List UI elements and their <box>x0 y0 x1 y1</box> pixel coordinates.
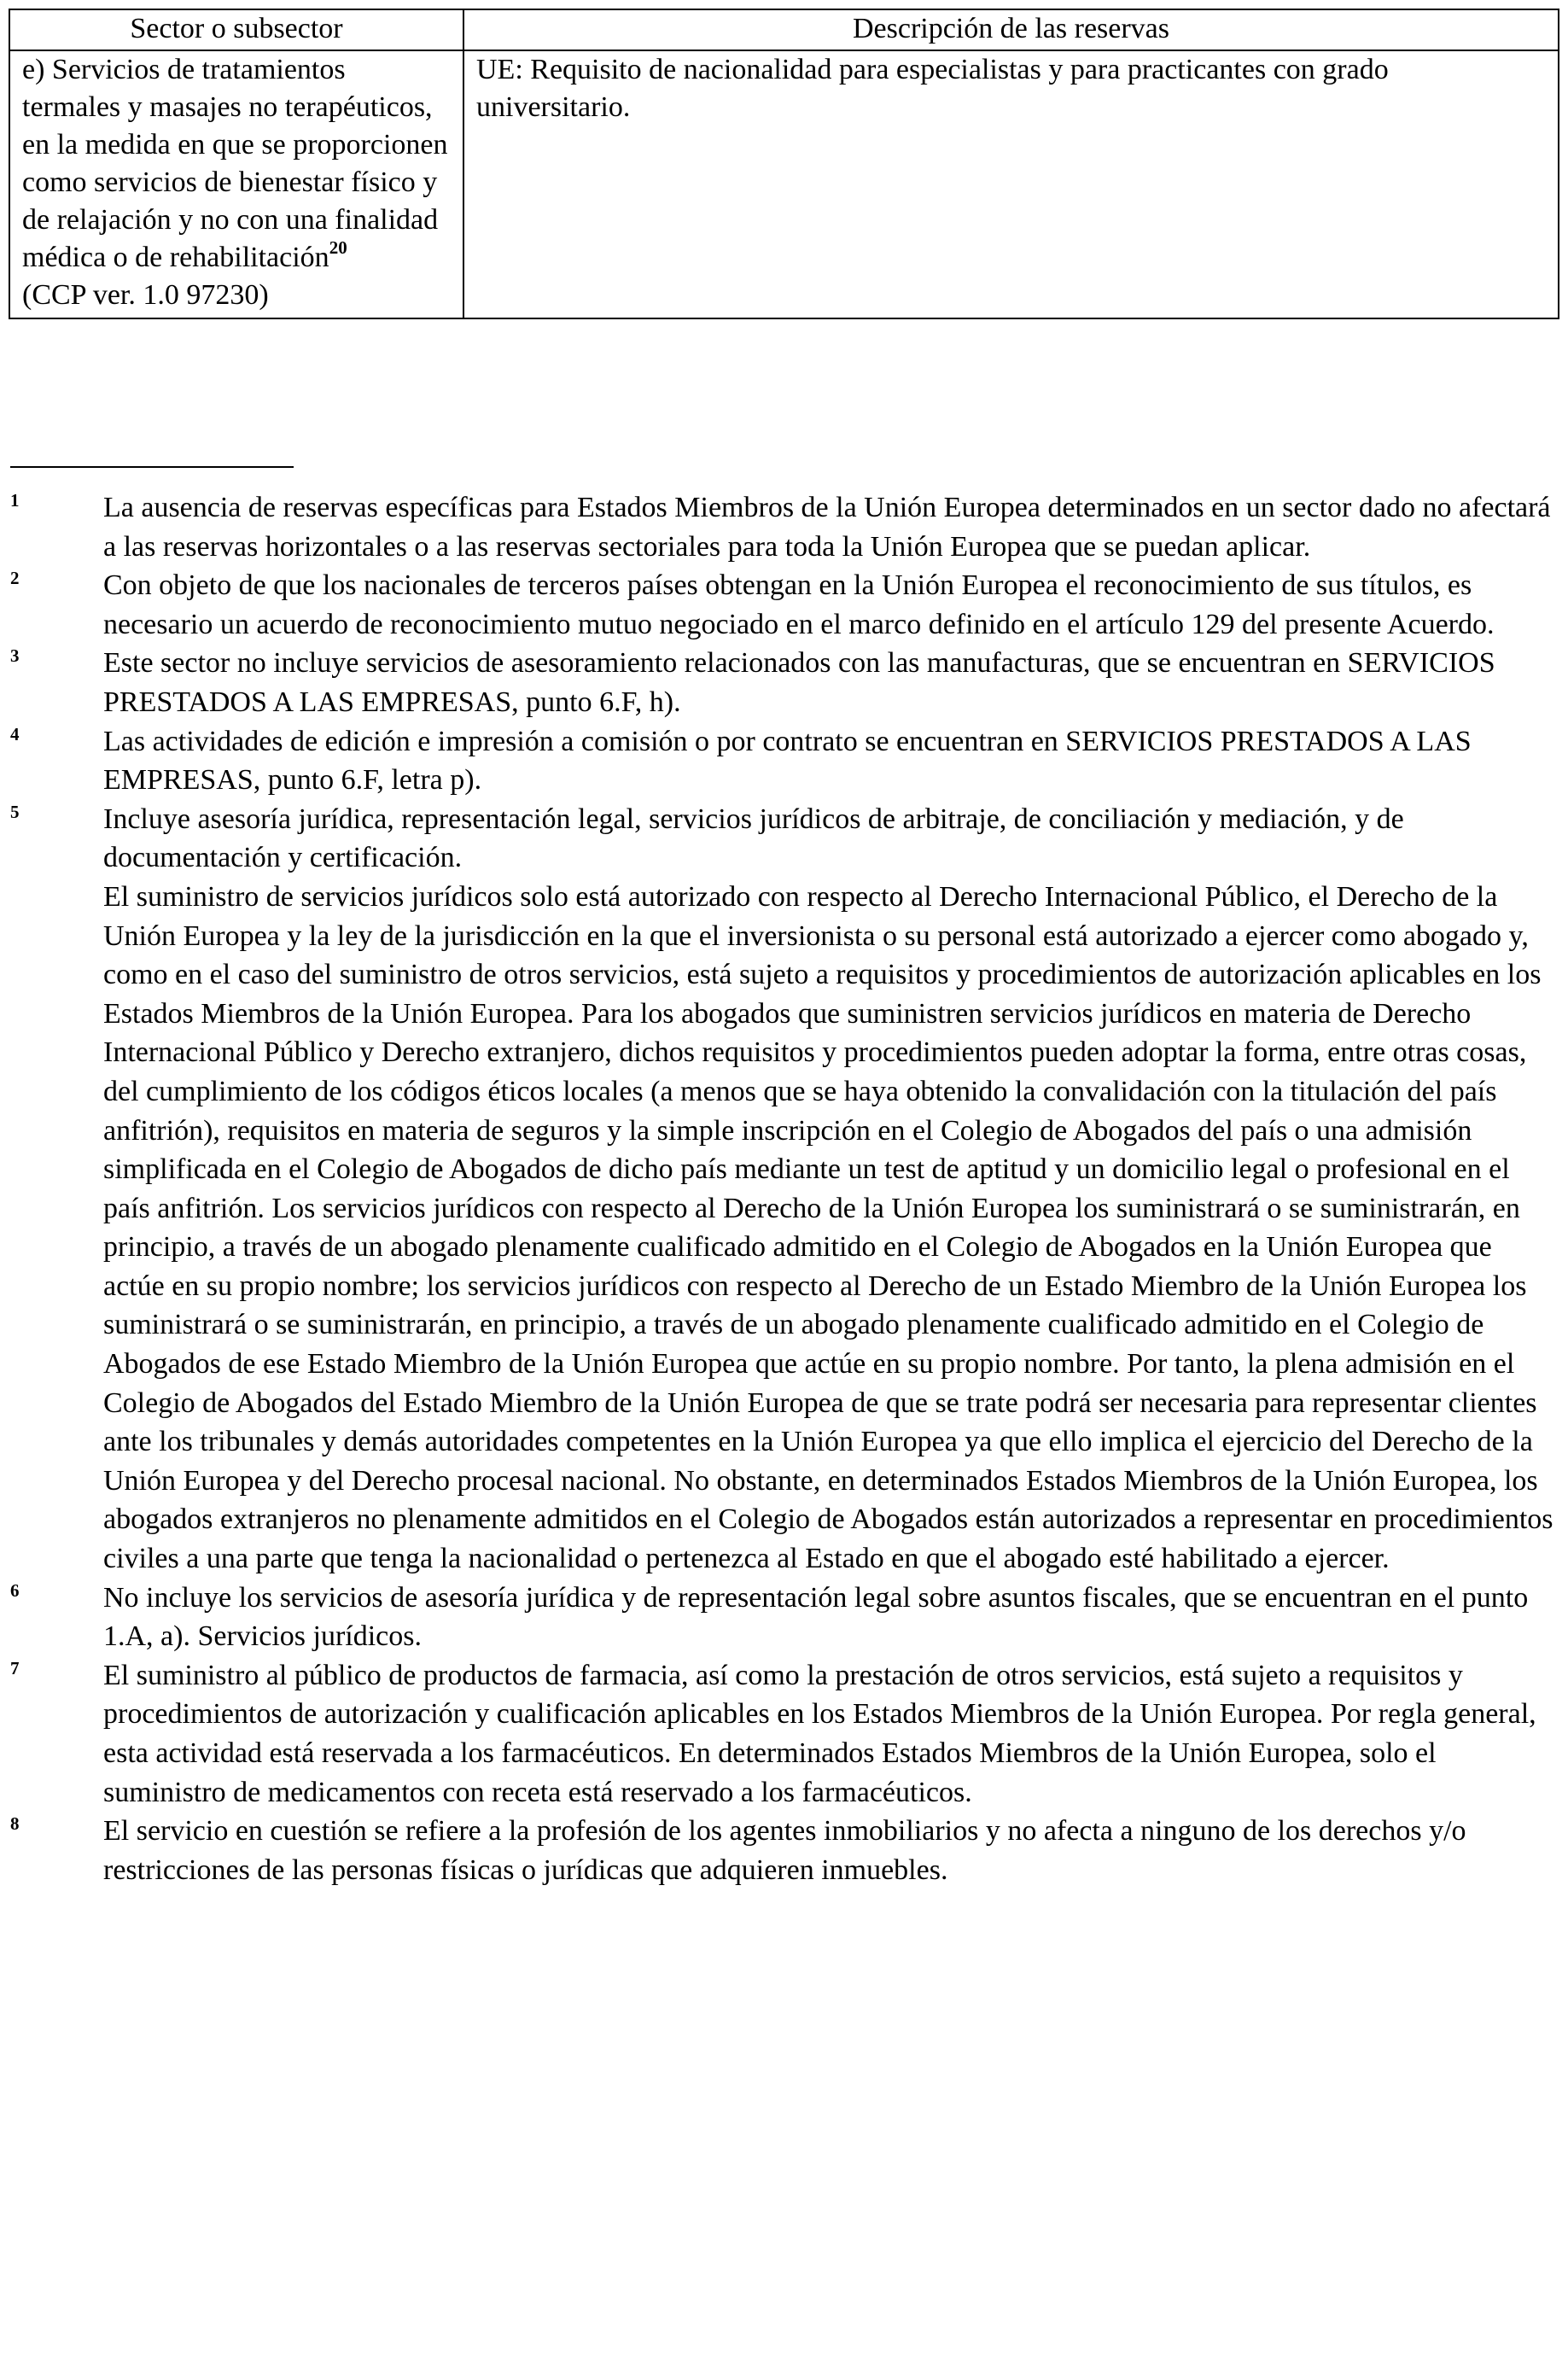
footnote-text: El suministro de servicios jurídicos solo está autorizado con respecto al Derecho Internacional Público, el Derecho de la Unión Europea y la ley de la jurisdicción en la que el inversionista o su personal está autorizado a ejercer como abogado y, como en el caso del suministro de otros servicios, está sujeto a requisitos y procedimientos de autorización aplicables en los Estados Miembros de la Unión Europea. Para los abogados que suministren servicios jurídicos en materia de Derecho Internacional Público y Derecho extranjero, dichos requisitos y procedimientos pueden adoptar la forma, entre otras cosas, del cumplimiento de los códigos éticos locales (a menos que se haya obtenido la convalidación con la titulación del país anfitrión), requisitos en materia de seguros y la simple inscripción en el Colegio de Abogados del país o una admisión simplificada en el Colegio de Abogados de dicho país mediante un test de aptitud y un domicilio legal o profesional en el país anfitrión. Los servicios jurídicos con respecto al Derecho de la Unión Europea los suministrará o se suministrarán, en principio, a través de un abogado plenamente cualificado admitido en el Colegio de Abogados en la Unión Europea que actúe en su propio nombre; los servicios jurídicos con respecto al Derecho de un Estado Miembro de la Unión Europea los suministrará o se suministrarán, en principio, a través de un abogado plenamente cualificado admitido en el Colegio de Abogados de ese Estado Miembro de la Unión Europea que actúe en su propio nombre. Por tanto, la plena admisión en el Colegio de Abogados del Estado Miembro de la Unión Europea de que se trate podrá ser necesaria para representar clientes ante los tribunales y demás autoridades competentes en la Unión Europea ya que ello implica el ejercicio del Derecho de la Unión Europea y del Derecho procesal nacional. No obstante, en determinados Estados Miembros de la Unión Europea, los abogados extranjeros no plenamente admitidos en el Colegio de Abogados están autorizados a representar en procedimientos civiles a una parte que tenga la nacionalidad o pertenezca al Estado en que el abogado esté habilitado a ejercer. <box>103 880 1553 1575</box>
footnote-text: Las actividades de edición e impresión a comisión o por contrato se encuentran en SERVICIOS PRESTADOS A LAS EMPRESAS, punto 6.F, letra p). <box>103 725 1472 797</box>
description-text: UE: Requisito de nacionalidad para especialistas y para practicantes con grado universitario. <box>476 54 1389 123</box>
footnote-separator <box>10 466 294 468</box>
sector-code: (CCP ver. 1.0 97230) <box>22 279 269 311</box>
reservations-table <box>9 9 1559 319</box>
sector-cell <box>9 50 463 318</box>
footnote-text: Incluye asesoría jurídica, representación legal, servicios jurídicos de arbitraje, de conciliación y mediación, y de documentación y certificación. <box>103 803 1404 874</box>
description-cell <box>463 50 1559 318</box>
footnote-text: Con objeto de que los nacionales de terceros países obtengan en la Unión Europea el reconocimiento de sus títulos, es necesario un acuerdo de reconocimiento mutuo negociado en el marco definido en el artículo 129 del presente Acuerdo. <box>103 569 1495 640</box>
footnote-number: 4 <box>10 723 20 744</box>
footnote <box>10 722 1555 800</box>
footnote <box>10 644 1555 721</box>
footnote-text: El servicio en cuestión se refiere a la profesión de los agentes inmobiliarios y no afecta a ninguno de los derechos y/o restricciones de las personas físicas o jurídicas que adquieren inmuebles. <box>103 1815 1466 1886</box>
table-row <box>9 50 1559 318</box>
header-sector: Sector o subsector <box>9 9 463 50</box>
footnote-number: 3 <box>10 645 20 667</box>
footnote-number: 8 <box>10 1813 20 1835</box>
footnote <box>10 1656 1555 1812</box>
footnote-number: 2 <box>10 568 20 589</box>
footnote-text: No incluye los servicios de asesoría jurídica y de representación legal sobre asuntos fiscales, que se encuentran en el punto 1.A, a). Servicios jurídicos. <box>103 1581 1529 1653</box>
table-header-row <box>9 9 1559 50</box>
footnote <box>10 566 1555 644</box>
footnote-number: 1 <box>10 490 20 511</box>
footnote <box>10 800 1555 1579</box>
footnote-number: 7 <box>10 1657 20 1678</box>
footnote-number: 5 <box>10 801 20 822</box>
header-description: Descripción de las reservas <box>463 9 1559 50</box>
footnote-reference[interactable]: 20 <box>329 237 347 258</box>
footnote <box>10 1579 1555 1656</box>
footnote <box>10 1812 1555 1889</box>
footnote-text: El suministro al público de productos de farmacia, así como la prestación de otros servicios, está sujeto a requisitos y procedimientos de autorización y cualificación aplicables en los Estados Miembros de la Unión Europea. Por regla general, esta actividad está reservada a los farmacéuticos. En determinados Estados Miembros de la Unión Europea, solo el suministro de medicamentos con receta está reservado a los farmacéuticos. <box>103 1659 1536 1808</box>
footnote <box>10 488 1555 566</box>
sector-text: e) Servicios de tratamientos termales y masajes no terapéuticos, en la medida en que se proporcionen como servicios de bienestar físico y de relajación y no con una finalidad médica o de rehabilitación <box>22 54 448 273</box>
footnote-number: 6 <box>10 1579 20 1601</box>
footnotes-section <box>10 488 1555 1889</box>
footnote-text: Este sector no incluye servicios de asesoramiento relacionados con las manufacturas, que se encuentran en SERVICIOS PRESTADOS A LAS EMPRESAS, punto 6.F, h). <box>103 647 1495 718</box>
footnote-text: La ausencia de reservas específicas para Estados Miembros de la Unión Europea determinados en un sector dado no afectará a las reservas horizontales o a las reservas sectoriales para toda la Unión Europea que se puedan aplicar. <box>103 492 1551 563</box>
